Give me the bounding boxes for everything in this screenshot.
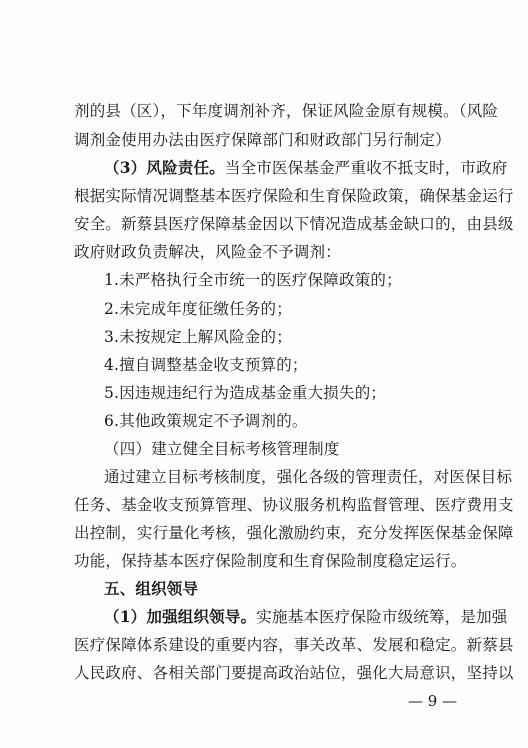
text-line: 安全。新蔡县医疗保障基金因以下情况造成基金缺口的，由县级 bbox=[74, 215, 514, 233]
text-line: 通过建立目标考核制度，强化各级的管理责任，对医保目标 bbox=[104, 468, 513, 486]
text-line: 调剂金使用办法由医疗保障部门和财政部门另行制定） bbox=[74, 131, 451, 149]
text-line: 5.因违规违纪行为造成基金重大损失的； bbox=[104, 384, 387, 402]
text-line bbox=[104, 578, 504, 600]
text-line: 2.未完成年度征缴任务的； bbox=[104, 300, 292, 318]
text-line: （四）建立健全目标考核管理制度 bbox=[104, 440, 340, 458]
text-line: 剂的县（区），下年度调剂补齐，保证风险金原有规模。（风险 bbox=[74, 102, 499, 120]
text-line bbox=[104, 606, 508, 628]
line-text: 实施基本医疗保险市级统筹，是加强 bbox=[256, 608, 508, 626]
page-number: — 9 — bbox=[408, 692, 458, 710]
bold-heading: （1）加强组织领导。 bbox=[104, 607, 257, 626]
bold-heading: （3）风险责任。 bbox=[104, 158, 225, 177]
bold-heading: 五、组织领导 bbox=[104, 579, 199, 598]
text-line: 任务、基金收支预算管理、协议服务机构监督管理、医疗费用支 bbox=[74, 496, 514, 514]
text-line bbox=[104, 157, 508, 179]
text-line: 政府财政负责解决，风险金不予调剂： bbox=[74, 243, 341, 261]
text-line: 医疗保障体系建设的重要内容，事关改革、发展和稳定。新蔡县 bbox=[74, 636, 514, 654]
text-line: 根据实际情况调整基本医疗保险和生育保险政策，确保基金运行 bbox=[74, 187, 514, 205]
text-line: 3.未按规定上解风险金的； bbox=[104, 328, 292, 346]
text-line: 人民政府、各相关部门要提高政治站位，强化大局意识，坚持以 bbox=[74, 664, 514, 682]
line-text: 当全市医保基金严重收不抵支时，市政府 bbox=[224, 159, 508, 177]
text-line: 4.擅自调整基金收支预算的； bbox=[104, 356, 308, 374]
text-line: 出控制，实行量化考核，强化激励约束，充分发挥医保基金保障 bbox=[74, 524, 514, 542]
text-line: 功能，保持基本医疗保险制度和生育保险制度稳定运行。 bbox=[74, 552, 467, 570]
text-line: 6.其他政策规定不予调剂的。 bbox=[104, 412, 308, 430]
text-line: 1.未严格执行全市统一的医疗保障政策的； bbox=[104, 271, 402, 289]
